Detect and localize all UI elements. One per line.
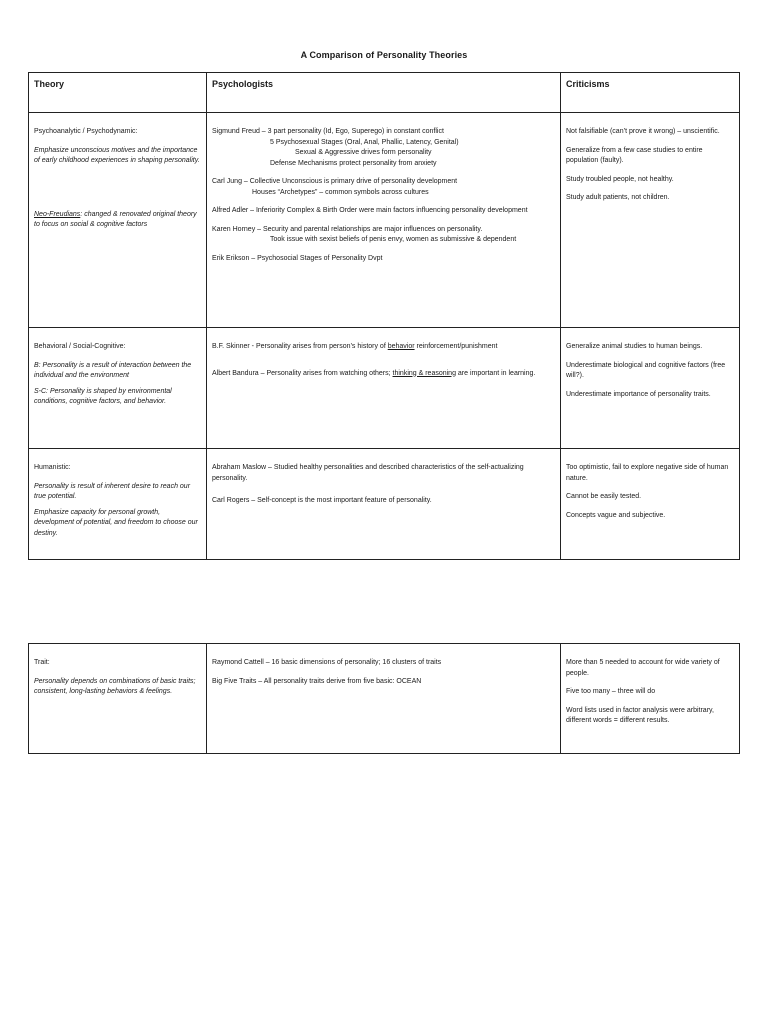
- bandura-text: Albert Bandura – Personality arises from watching others;: [212, 369, 393, 377]
- skinner-underlined: behavior: [387, 343, 415, 350]
- criticism-item: Study adult patients, not children.: [566, 194, 670, 201]
- criticism-item: Not falsifiable (can’t prove it wrong) – unscientific.: [566, 128, 720, 135]
- theory-description: Emphasize capacity for personal growth, development of potential, and freedom to choose our destiny.: [34, 508, 198, 537]
- comparison-table: [28, 72, 740, 560]
- psychologists-cell: [207, 644, 561, 754]
- jung-line-2: Houses “Archetypes” – common symbols across cultures: [252, 188, 429, 196]
- theory-name: Trait:: [34, 659, 50, 666]
- header-row: [29, 73, 740, 113]
- neo-freudians-term: Neo-Freudians: [34, 210, 81, 218]
- neo-freudians-desc: : changed & renovated original theory to focus on social & cognitive factors: [34, 210, 197, 228]
- criticisms-cell: [561, 113, 740, 328]
- rogers-entry: Carl Rogers – Self-concept is the most important feature of personality.: [212, 497, 432, 504]
- theory-description: Personality is result of inherent desire to reach our true potential.: [34, 482, 191, 500]
- header-psychologists: Psychologists: [207, 73, 561, 113]
- maslow-entry: Abraham Maslow – Studied healthy personalities and described characteristics of the self-actualizing personality.: [212, 464, 524, 482]
- psychologists-cell: [207, 328, 561, 449]
- criticisms-cell: [561, 328, 740, 449]
- criticism-item: Generalize from a few case studies to entire population (faulty).: [566, 146, 703, 164]
- criticism-item: Study troubled people, not healthy.: [566, 175, 674, 183]
- theory-cell: [29, 328, 207, 449]
- skinner-entry: [212, 342, 555, 353]
- criticism-item: Underestimate biological and cognitive factors (free will?).: [566, 361, 726, 379]
- criticisms-cell: [561, 449, 740, 560]
- skinner-text: B.F. Skinner - Personality arises from person’s history of: [212, 343, 388, 350]
- freud-line-1: Sigmund Freud – 3 part personality (Id, Ego, Superego) in constant conflict: [212, 128, 444, 135]
- theory-name: Behavioral / Social-Cognitive:: [34, 343, 126, 350]
- adler-entry: Alfred Adler – Inferiority Complex & Birth Order were main factors influencing personality development: [212, 207, 528, 214]
- cattell-entry: Raymond Cattell – 16 basic dimensions of personality; 16 clusters of traits: [212, 659, 442, 666]
- psychologists-cell: [207, 113, 561, 328]
- freud-line-3: Sexual & Aggressive drives form personality: [295, 149, 432, 156]
- theory-description: S-C: Personality is shaped by environmental conditions, cognitive factors, and behavior.: [34, 387, 172, 405]
- criticism-item: Underestimate importance of personality traits.: [566, 390, 711, 398]
- criticism-item: Too optimistic, fail to explore negative side of human nature.: [566, 464, 729, 482]
- trait-table: [28, 643, 740, 754]
- table-row: [29, 449, 740, 560]
- bigfive-entry: Big Five Traits – All personality traits derive from five basic: OCEAN: [212, 677, 422, 685]
- skinner-text-end: reinforcement/punishment: [414, 343, 498, 350]
- criticism-item: Word lists used in factor analysis were arbitrary, different words = different results.: [566, 706, 714, 724]
- theory-description: B: Personality is a result of interaction between the individual and the environment: [34, 361, 192, 379]
- psychologists-cell: [207, 449, 561, 560]
- horney-line-1: Karen Horney – Security and parental relationships are major influences on personality.: [212, 225, 483, 233]
- freud-line-2: 5 Psychosexual Stages (Oral, Anal, Phallic, Latency, Genital): [270, 138, 459, 146]
- table-row: [29, 113, 740, 328]
- freud-line-4: Defense Mechanisms protect personality from anxiety: [270, 159, 437, 167]
- header-theory: Theory: [29, 73, 207, 113]
- theory-description: Personality depends on combinations of basic traits; consistent, long-lasting behaviors & feelings.: [34, 677, 196, 695]
- bandura-text-end: are important in learning.: [455, 369, 536, 377]
- erikson-entry: Erik Erikson – Psychosocial Stages of Personality Dvpt: [212, 254, 383, 262]
- criticism-item: Cannot be easily tested.: [566, 493, 642, 500]
- bandura-underlined: thinking & reasoning: [392, 369, 456, 377]
- bandura-entry: [212, 369, 555, 380]
- header-criticisms: Criticisms: [561, 73, 740, 113]
- criticism-item: Five too many – three will do: [566, 688, 656, 695]
- criticism-item: Concepts vague and subjective.: [566, 511, 666, 519]
- theory-name: Psychoanalytic / Psychodynamic:: [34, 128, 138, 135]
- theory-description: Emphasize unconscious motives and the importance of early childhood experiences in shaping personality.: [34, 146, 200, 164]
- theory-cell: [29, 113, 207, 328]
- jung-line-1: Carl Jung – Collective Unconscious is primary drive of personality development: [212, 178, 458, 185]
- theory-cell: [29, 449, 207, 560]
- theory-name: Humanistic:: [34, 464, 71, 471]
- theory-cell: [29, 644, 207, 754]
- document-title: A Comparison of Personality Theories: [300, 50, 468, 60]
- table-row: [29, 644, 740, 754]
- criticisms-cell: [561, 644, 740, 754]
- table-row: [29, 328, 740, 449]
- criticism-item: More than 5 needed to account for wide variety of people.: [566, 659, 720, 677]
- neo-freudians-note: [34, 210, 201, 231]
- criticism-item: Generalize animal studies to human beings.: [566, 343, 703, 350]
- horney-line-2: Took issue with sexist beliefs of penis envy, women as submissive & dependent: [270, 236, 517, 243]
